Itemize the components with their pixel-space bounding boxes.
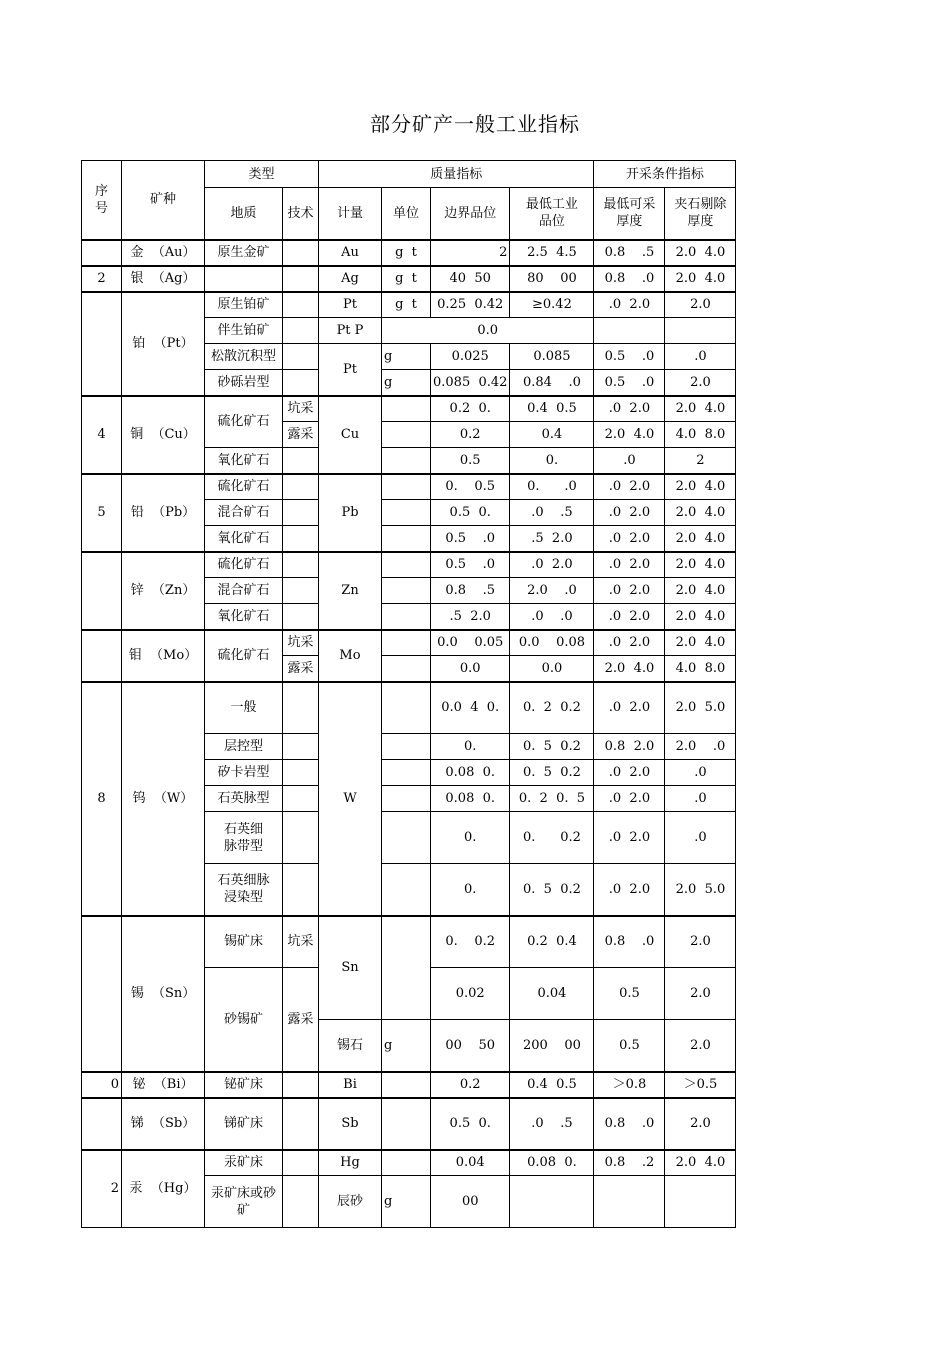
rock-thickness-cell: .0 bbox=[665, 760, 736, 786]
min-thickness-cell: .0 2.0 bbox=[594, 760, 665, 786]
measure-cell: Pt P bbox=[319, 318, 382, 344]
min-grade-cell: .0 .5 bbox=[510, 500, 594, 526]
measure-cell: 锡石 bbox=[319, 1020, 382, 1072]
min-thickness-cell: 0.5 .0 bbox=[594, 370, 665, 396]
geo-cell: 氧化矿石 bbox=[205, 604, 283, 630]
measure-cell: Pb bbox=[319, 474, 382, 552]
tech-cell bbox=[283, 448, 319, 474]
geo-cell: 层控型 bbox=[205, 734, 283, 760]
tech-cell bbox=[283, 578, 319, 604]
geo-cell: 硫化矿石 bbox=[205, 552, 283, 578]
min-thickness-cell: ＞0.8 bbox=[594, 1072, 665, 1098]
merged-grade-cell: 0.0 bbox=[382, 318, 594, 344]
page-title: 部分矿产一般工业指标 bbox=[370, 112, 580, 136]
unit-cell bbox=[382, 864, 431, 916]
boundary-cell: 0.0 bbox=[431, 656, 510, 682]
rock-thickness-cell: 4.0 8.0 bbox=[665, 422, 736, 448]
tech-cell bbox=[283, 318, 319, 344]
min-thickness-cell: .0 2.0 bbox=[594, 474, 665, 500]
header-mining: 开采条件指标 bbox=[594, 161, 736, 188]
tech-cell bbox=[283, 864, 319, 916]
min-thickness-cell: .0 2.0 bbox=[594, 500, 665, 526]
measure-cell: Bi bbox=[319, 1072, 382, 1098]
tech-cell bbox=[283, 604, 319, 630]
unit-cell: g bbox=[382, 1176, 431, 1228]
table-row bbox=[82, 474, 736, 500]
min-thickness-cell: 2.0 4.0 bbox=[594, 656, 665, 682]
header-measure: 计量 bbox=[319, 188, 382, 240]
boundary-cell: 40 50 bbox=[431, 266, 510, 292]
min-grade-cell: .5 2.0 bbox=[510, 526, 594, 552]
geo-cell: 汞矿床或砂 矿 bbox=[205, 1176, 283, 1228]
min-grade-cell: .0 2.0 bbox=[510, 552, 594, 578]
min-grade-cell: 0.4 bbox=[510, 422, 594, 448]
geo-cell: 锑矿床 bbox=[205, 1098, 283, 1150]
geo-cell: 石英细 脉带型 bbox=[205, 812, 283, 864]
seq-cell: 0 bbox=[82, 1072, 122, 1098]
boundary-cell: 0.5 bbox=[431, 448, 510, 474]
measure-cell: Zn bbox=[319, 552, 382, 630]
min-thickness-cell: 2.0 4.0 bbox=[594, 422, 665, 448]
unit-cell bbox=[382, 1072, 431, 1098]
min-thickness-cell: .0 2.0 bbox=[594, 682, 665, 734]
min-grade-cell: 0.84 .0 bbox=[510, 370, 594, 396]
min-grade-cell: 0. 5 0.2 bbox=[510, 760, 594, 786]
seq-cell: 2 bbox=[82, 1150, 122, 1228]
min-grade-cell: 2.5 4.5 bbox=[510, 240, 594, 266]
unit-cell: g bbox=[382, 370, 431, 396]
min-thickness-cell: .0 2.0 bbox=[594, 604, 665, 630]
table-row bbox=[82, 396, 736, 422]
unit-cell bbox=[382, 630, 431, 656]
min-thickness-cell: 0.8 .0 bbox=[594, 266, 665, 292]
min-grade-cell: 80 00 bbox=[510, 266, 594, 292]
mineral-cell: 锡 （Sn） bbox=[122, 916, 205, 1072]
header-tech: 技术 bbox=[283, 188, 319, 240]
tech-cell bbox=[283, 344, 319, 370]
geo-cell: 硫化矿石 bbox=[205, 630, 283, 682]
geo-cell bbox=[205, 266, 283, 292]
boundary-cell: 0.5 0. bbox=[431, 1098, 510, 1150]
tech-cell: 露采 bbox=[283, 422, 319, 448]
seq-cell: 8 bbox=[82, 682, 122, 916]
unit-cell bbox=[382, 1150, 431, 1176]
min-thickness-cell: .0 2.0 bbox=[594, 552, 665, 578]
header-min-thickness: 最低可采 厚度 bbox=[594, 188, 665, 240]
min-grade-cell: 0.0 0.08 bbox=[510, 630, 594, 656]
boundary-cell: 0.2 0. bbox=[431, 396, 510, 422]
boundary-cell: 0.8 .5 bbox=[431, 578, 510, 604]
rock-thickness-cell: 2.0 bbox=[665, 1098, 736, 1150]
unit-cell bbox=[382, 474, 431, 500]
tech-cell bbox=[283, 682, 319, 734]
min-grade-cell: 2.0 .0 bbox=[510, 578, 594, 604]
geo-cell: 矽卡岩型 bbox=[205, 760, 283, 786]
header-min-grade: 最低工业 品位 bbox=[510, 188, 594, 240]
min-thickness-cell: .0 2.0 bbox=[594, 292, 665, 318]
rock-thickness-cell: 2.0 bbox=[665, 968, 736, 1020]
min-thickness-cell: .0 2.0 bbox=[594, 786, 665, 812]
rock-thickness-cell: 2 bbox=[665, 448, 736, 474]
boundary-cell: 0. bbox=[431, 812, 510, 864]
min-grade-cell: 0. 0.2 bbox=[510, 812, 594, 864]
seq-cell bbox=[82, 630, 122, 682]
measure-cell: W bbox=[319, 682, 382, 916]
geo-cell: 一般 bbox=[205, 682, 283, 734]
measure-cell: Pt bbox=[319, 344, 382, 396]
unit-cell bbox=[382, 760, 431, 786]
geo-cell: 原生金矿 bbox=[205, 240, 283, 266]
header-unit: 单位 bbox=[382, 188, 431, 240]
min-thickness-cell: 0.8 .0 bbox=[594, 1098, 665, 1150]
rock-thickness-cell: .0 bbox=[665, 344, 736, 370]
mineral-cell: 锑 （Sb） bbox=[122, 1098, 205, 1150]
tech-cell bbox=[283, 1072, 319, 1098]
unit-cell bbox=[382, 812, 431, 864]
boundary-cell: 00 bbox=[431, 1176, 510, 1228]
boundary-cell: 0.025 bbox=[431, 344, 510, 370]
min-thickness-cell: .0 2.0 bbox=[594, 526, 665, 552]
unit-cell bbox=[382, 552, 431, 578]
boundary-cell: 0. bbox=[431, 864, 510, 916]
unit-cell: g bbox=[382, 1020, 431, 1072]
min-grade-cell: 0. 5 0.2 bbox=[510, 734, 594, 760]
tech-cell: 露采 bbox=[283, 968, 319, 1072]
mineral-cell: 铂 （Pt） bbox=[122, 292, 205, 396]
boundary-cell: 0.2 bbox=[431, 422, 510, 448]
tech-cell bbox=[283, 500, 319, 526]
tech-cell bbox=[283, 1150, 319, 1176]
unit-cell bbox=[382, 578, 431, 604]
min-grade-cell: .0 .0 bbox=[510, 604, 594, 630]
mineral-cell: 银 （Ag） bbox=[122, 266, 205, 292]
mineral-cell: 钨 （W） bbox=[122, 682, 205, 916]
min-grade-cell: 0. bbox=[510, 448, 594, 474]
geo-cell: 氧化矿石 bbox=[205, 526, 283, 552]
unit-cell bbox=[382, 448, 431, 474]
tech-cell bbox=[283, 1176, 319, 1228]
rock-thickness-cell: 2.0 .0 bbox=[665, 734, 736, 760]
tech-cell bbox=[283, 526, 319, 552]
boundary-cell: 0.5 0. bbox=[431, 500, 510, 526]
unit-cell bbox=[382, 1098, 431, 1150]
rock-thickness-cell: 2.0 5.0 bbox=[665, 864, 736, 916]
tech-cell: 坑采 bbox=[283, 630, 319, 656]
unit-cell bbox=[382, 396, 431, 422]
geo-cell: 砂砾岩型 bbox=[205, 370, 283, 396]
rock-thickness-cell bbox=[665, 1176, 736, 1228]
rock-thickness-cell: 2.0 4.0 bbox=[665, 474, 736, 500]
rock-thickness-cell: 2.0 4.0 bbox=[665, 526, 736, 552]
min-grade-cell: 0. 5 0.2 bbox=[510, 864, 594, 916]
boundary-cell: 0.5 .0 bbox=[431, 552, 510, 578]
geo-cell: 石英细脉 浸染型 bbox=[205, 864, 283, 916]
boundary-cell: 0.08 0. bbox=[431, 786, 510, 812]
boundary-cell: 0.0 0.05 bbox=[431, 630, 510, 656]
mineral-cell: 钼 （Mo） bbox=[122, 630, 205, 682]
min-thickness-cell bbox=[594, 1176, 665, 1228]
geo-cell: 石英脉型 bbox=[205, 786, 283, 812]
header-mineral: 矿种 bbox=[122, 161, 205, 240]
header-boundary: 边界品位 bbox=[431, 188, 510, 240]
rock-thickness-cell: 2.0 4.0 bbox=[665, 630, 736, 656]
header-type: 类型 bbox=[205, 161, 319, 188]
boundary-cell: 0. 0.2 bbox=[431, 916, 510, 968]
seq-cell bbox=[82, 1098, 122, 1150]
geo-cell: 硫化矿石 bbox=[205, 474, 283, 500]
table-row bbox=[82, 240, 736, 266]
min-grade-cell bbox=[510, 1176, 594, 1228]
rock-thickness-cell: .0 bbox=[665, 812, 736, 864]
mineral-cell: 锌 （Zn） bbox=[122, 552, 205, 630]
geo-cell: 氧化矿石 bbox=[205, 448, 283, 474]
boundary-cell: 2 bbox=[431, 240, 510, 266]
rock-thickness-cell: 2.0 4.0 bbox=[665, 578, 736, 604]
min-grade-cell: 0.2 0.4 bbox=[510, 916, 594, 968]
min-thickness-cell: 0.5 bbox=[594, 968, 665, 1020]
geo-cell: 锡矿床 bbox=[205, 916, 283, 968]
min-thickness-cell: 0.8 2.0 bbox=[594, 734, 665, 760]
seq-cell bbox=[82, 292, 122, 396]
rock-thickness-cell: 2.0 4.0 bbox=[665, 396, 736, 422]
geo-cell: 混合矿石 bbox=[205, 500, 283, 526]
min-grade-cell: 0.4 0.5 bbox=[510, 396, 594, 422]
boundary-cell: 0. bbox=[431, 734, 510, 760]
table-row bbox=[82, 266, 736, 292]
measure-cell: Hg bbox=[319, 1150, 382, 1176]
unit-cell bbox=[382, 604, 431, 630]
rock-thickness-cell: 2.0 4.0 bbox=[665, 240, 736, 266]
min-thickness-cell: 0.8 .2 bbox=[594, 1150, 665, 1176]
unit-cell bbox=[382, 734, 431, 760]
tech-cell bbox=[283, 812, 319, 864]
tech-cell bbox=[283, 370, 319, 396]
min-grade-cell: ≥0.42 bbox=[510, 292, 594, 318]
rock-thickness-cell: 2.0 bbox=[665, 916, 736, 968]
geo-cell: 混合矿石 bbox=[205, 578, 283, 604]
boundary-cell: 0.04 bbox=[431, 1150, 510, 1176]
measure-cell: Sn bbox=[319, 916, 382, 1020]
table-row bbox=[82, 552, 736, 578]
table-row bbox=[82, 1150, 736, 1176]
tech-cell bbox=[283, 786, 319, 812]
tech-cell bbox=[283, 240, 319, 266]
tech-cell bbox=[283, 552, 319, 578]
rock-thickness-cell: 2.0 4.0 bbox=[665, 604, 736, 630]
rock-thickness-cell bbox=[665, 318, 736, 344]
measure-cell: Au bbox=[319, 240, 382, 266]
seq-cell: 5 bbox=[82, 474, 122, 552]
mineral-cell: 铜 （Cu） bbox=[122, 396, 205, 474]
seq-cell bbox=[82, 240, 122, 266]
table-row bbox=[82, 1072, 736, 1098]
boundary-cell: 0.085 0.42 bbox=[431, 370, 510, 396]
unit-cell: g t bbox=[382, 292, 431, 318]
boundary-cell: 0.02 bbox=[431, 968, 510, 1020]
tech-cell bbox=[283, 1098, 319, 1150]
tech-cell: 露采 bbox=[283, 656, 319, 682]
table-row bbox=[82, 292, 736, 318]
table-row bbox=[82, 630, 736, 656]
seq-cell: 2 bbox=[82, 266, 122, 292]
rock-thickness-cell: 2.0 bbox=[665, 370, 736, 396]
min-thickness-cell: 0.5 .0 bbox=[594, 344, 665, 370]
min-grade-cell: 0.04 bbox=[510, 968, 594, 1020]
header-rock-thickness: 夹石剔除 厚度 bbox=[665, 188, 736, 240]
rock-thickness-cell: 2.0 4.0 bbox=[665, 1150, 736, 1176]
header-quality: 质量指标 bbox=[319, 161, 594, 188]
table-row bbox=[82, 916, 736, 968]
rock-thickness-cell: 2.0 5.0 bbox=[665, 682, 736, 734]
mineral-cell: 金 （Au） bbox=[122, 240, 205, 266]
tech-cell bbox=[283, 266, 319, 292]
rock-thickness-cell: .0 bbox=[665, 786, 736, 812]
min-thickness-cell: .0 2.0 bbox=[594, 812, 665, 864]
boundary-cell: 0.5 .0 bbox=[431, 526, 510, 552]
tech-cell: 坑采 bbox=[283, 396, 319, 422]
unit-cell bbox=[382, 656, 431, 682]
min-grade-cell: 0.08 0. bbox=[510, 1150, 594, 1176]
unit-cell bbox=[382, 786, 431, 812]
geo-cell: 汞矿床 bbox=[205, 1150, 283, 1176]
min-thickness-cell: .0 2.0 bbox=[594, 630, 665, 656]
boundary-cell: 0.25 0.42 bbox=[431, 292, 510, 318]
tech-cell: 坑采 bbox=[283, 916, 319, 968]
mineral-cell: 汞 （Hg） bbox=[122, 1150, 205, 1228]
geo-cell: 铋矿床 bbox=[205, 1072, 283, 1098]
rock-thickness-cell: 2.0 bbox=[665, 292, 736, 318]
seq-cell: 4 bbox=[82, 396, 122, 474]
min-grade-cell: 0.4 0.5 bbox=[510, 1072, 594, 1098]
unit-cell bbox=[382, 916, 431, 1020]
min-thickness-cell: 0.8 .5 bbox=[594, 240, 665, 266]
boundary-cell: 00 50 bbox=[431, 1020, 510, 1072]
unit-cell: g t bbox=[382, 240, 431, 266]
header-geo: 地质 bbox=[205, 188, 283, 240]
min-grade-cell: 200 00 bbox=[510, 1020, 594, 1072]
min-thickness-cell: .0 2.0 bbox=[594, 864, 665, 916]
tech-cell bbox=[283, 760, 319, 786]
rock-thickness-cell: 2.0 4.0 bbox=[665, 266, 736, 292]
tech-cell bbox=[283, 734, 319, 760]
header-seq: 序 号 bbox=[82, 161, 122, 240]
unit-cell: g bbox=[382, 344, 431, 370]
rock-thickness-cell: 2.0 4.0 bbox=[665, 552, 736, 578]
geo-cell: 砂锡矿 bbox=[205, 968, 283, 1072]
measure-cell: Ag bbox=[319, 266, 382, 292]
geo-cell: 松散沉积型 bbox=[205, 344, 283, 370]
tech-cell bbox=[283, 292, 319, 318]
geo-cell: 伴生铂矿 bbox=[205, 318, 283, 344]
min-grade-cell: 0. 2 0.2 bbox=[510, 682, 594, 734]
measure-cell: Mo bbox=[319, 630, 382, 682]
rock-thickness-cell: 2.0 bbox=[665, 1020, 736, 1072]
mineral-index-table bbox=[81, 160, 736, 1228]
min-thickness-cell: .0 2.0 bbox=[594, 578, 665, 604]
min-thickness-cell: 0.5 bbox=[594, 1020, 665, 1072]
measure-cell: Pt bbox=[319, 292, 382, 318]
geo-cell: 原生铂矿 bbox=[205, 292, 283, 318]
seq-cell bbox=[82, 916, 122, 1072]
boundary-cell: 0. 0.5 bbox=[431, 474, 510, 500]
min-grade-cell: 0.0 bbox=[510, 656, 594, 682]
table-row bbox=[82, 1098, 736, 1150]
measure-cell: Cu bbox=[319, 396, 382, 474]
mineral-cell: 铋 （Bi） bbox=[122, 1072, 205, 1098]
min-thickness-cell bbox=[594, 318, 665, 344]
table-row bbox=[82, 682, 736, 734]
rock-thickness-cell: ＞0.5 bbox=[665, 1072, 736, 1098]
min-thickness-cell: .0 2.0 bbox=[594, 396, 665, 422]
min-grade-cell: 0.085 bbox=[510, 344, 594, 370]
unit-cell bbox=[382, 682, 431, 734]
rock-thickness-cell: 2.0 4.0 bbox=[665, 500, 736, 526]
min-grade-cell: 0. 2 0. 5 bbox=[510, 786, 594, 812]
mineral-cell: 铅 （Pb） bbox=[122, 474, 205, 552]
boundary-cell: 0.08 0. bbox=[431, 760, 510, 786]
measure-cell: Sb bbox=[319, 1098, 382, 1150]
boundary-cell: 0.0 4 0. bbox=[431, 682, 510, 734]
tech-cell bbox=[283, 474, 319, 500]
min-grade-cell: .0 .5 bbox=[510, 1098, 594, 1150]
min-thickness-cell: .0 bbox=[594, 448, 665, 474]
seq-cell bbox=[82, 552, 122, 630]
min-grade-cell: 0. .0 bbox=[510, 474, 594, 500]
unit-cell bbox=[382, 500, 431, 526]
unit-cell: g t bbox=[382, 266, 431, 292]
measure-cell: 辰砂 bbox=[319, 1176, 382, 1228]
boundary-cell: .5 2.0 bbox=[431, 604, 510, 630]
geo-cell: 硫化矿石 bbox=[205, 396, 283, 448]
rock-thickness-cell: 4.0 8.0 bbox=[665, 656, 736, 682]
unit-cell bbox=[382, 526, 431, 552]
min-thickness-cell: 0.8 .0 bbox=[594, 916, 665, 968]
unit-cell bbox=[382, 422, 431, 448]
boundary-cell: 0.2 bbox=[431, 1072, 510, 1098]
